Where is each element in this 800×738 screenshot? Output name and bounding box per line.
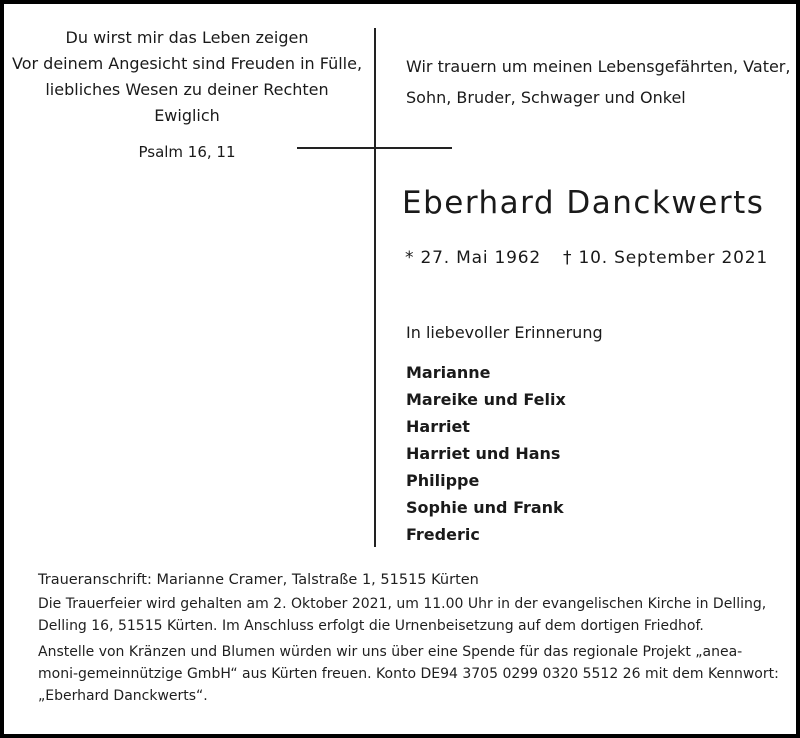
donation-info bbox=[38, 641, 788, 707]
verse-line: liebliches Wesen zu deiner Rechten bbox=[45, 80, 329, 99]
birth-date: * 27. Mai 1962 bbox=[405, 248, 542, 268]
ceremony-line: Delling 16, 51515 Kürten. Im Anschluss erfolgt die Urnenbeisetzung auf dem dortigen Friedhof. bbox=[38, 618, 704, 634]
mourning-intro bbox=[406, 51, 791, 113]
death-date: † 10. September 2021 bbox=[563, 248, 769, 268]
verse-line: Du wirst mir das Leben zeigen bbox=[65, 28, 309, 47]
donation-line: „Eberhard Danckwerts“. bbox=[38, 688, 208, 704]
mourner-name: Philippe bbox=[406, 471, 480, 490]
mourner-name: Marianne bbox=[406, 363, 491, 382]
mourning-address: Traueranschrift: Marianne Cramer, Talstraße 1, 51515 Kürten bbox=[38, 572, 479, 588]
cross-vertical-bar bbox=[374, 28, 376, 547]
verse-reference: Psalm 16, 11 bbox=[138, 143, 236, 161]
life-dates bbox=[405, 248, 768, 268]
donation-line: Anstelle von Kränzen und Blumen würden wir uns über eine Spende für das regionale Projekt „anea- bbox=[38, 644, 743, 660]
deceased-name: Eberhard Danckwerts bbox=[402, 185, 765, 221]
mourner-name: Harriet und Hans bbox=[406, 444, 561, 463]
mourners-list bbox=[406, 359, 566, 548]
ceremony-line: Die Trauerfeier wird gehalten am 2. Oktober 2021, um 11.00 Uhr in der evangelischen Kirche in Delling, bbox=[38, 596, 767, 612]
intro-line: Sohn, Bruder, Schwager und Onkel bbox=[406, 88, 686, 107]
verse-line: Ewiglich bbox=[154, 106, 220, 125]
bible-verse bbox=[12, 25, 362, 129]
intro-line: Wir trauern um meinen Lebensgefährten, Vater, bbox=[406, 57, 791, 76]
verse-line: Vor deinem Angesicht sind Freuden in Fülle, bbox=[12, 54, 363, 73]
notice-footer bbox=[38, 572, 788, 707]
memory-text: In liebevoller Erinnerung bbox=[406, 323, 603, 342]
donation-line: moni-gemeinnützige GmbH“ aus Kürten freuen. Konto DE94 3705 0299 0320 5512 26 mit dem Kennwort: bbox=[38, 666, 779, 682]
mourner-name: Frederic bbox=[406, 525, 480, 544]
mourner-name: Sophie und Frank bbox=[406, 498, 564, 517]
cross-horizontal-bar bbox=[297, 147, 452, 149]
mourner-name: Mareike und Felix bbox=[406, 390, 566, 409]
mourner-name: Harriet bbox=[406, 417, 470, 436]
ceremony-info bbox=[38, 593, 788, 637]
